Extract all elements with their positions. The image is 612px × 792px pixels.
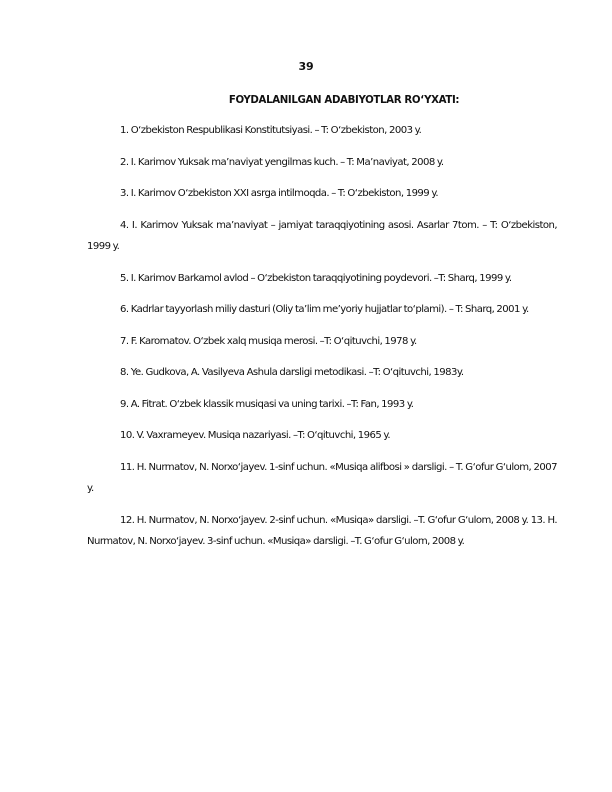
page-number: 39 <box>298 60 314 73</box>
reference-item: 7. F. Karomatov. O‘zbek xalq musiqa merosi. –T: O‘qituvchi, 1978 y. <box>120 335 417 347</box>
reference-item: 9. A. Fitrat. O‘zbek klassik musiqasi va uning tarixi. –T: Fan, 1993 y. <box>120 398 414 410</box>
reference-item: 8. Ye. Gudkova, A. Vasilyeva Ashula darsligi metodikasi. –T: O‘qituvchi, 1983y. <box>120 367 464 378</box>
reference-item: 6. Kadrlar tayyorlash miliy dasturi (Oliy ta’lim me’yoriy hujjatlar to‘plami). – T: Sharq, 2001 y. <box>120 304 529 315</box>
reference-list <box>87 120 557 553</box>
reference-item: 1. O‘zbekiston Respublikasi Konstitutsiyasi. – T: O‘zbekiston, 2003 y. <box>120 125 422 136</box>
reference-item: 4. I. Karimov Yuksak ma’naviyat – jamiyat taraqqiyotining asosi. Asarlar 7tom. – T: O‘zbekiston, 1999 y. <box>87 219 557 252</box>
reference-item: 2. I. Karimov Yuksak ma’naviyat yengilmas kuch. – T: Ma’naviyat, 2008 y. <box>120 156 444 168</box>
reference-item: 12. H. Nurmatov, N. Norxo‘jayev. 2-sinf uchun. «Musiqa» darsligi. –T. G‘ofur G‘ulom, 2008 y. 13. H. Nurmatov, N. Norxo‘jayev. 3-sinf uchun. «Musiqa» darsligi. –T. G‘ofur G‘ulom, 2008 y. <box>87 514 557 547</box>
reference-item: 11. H. Nurmatov, N. Norxo‘jayev. 1-sinf uchun. «Musiqa alifbosi » darsligi. – T. G‘ofur G‘ulom, 2007 y. <box>87 461 557 494</box>
reference-item: 5. I. Karimov Barkamol avlod – O‘zbekiston taraqqiyotining poydevori. –T: Sharq, 1999 y. <box>120 272 512 284</box>
reference-item: 10. V. Vaxrameyev. Musiqa nazariyasi. –T: O‘qituvchi, 1965 y. <box>120 430 391 441</box>
bibliography-heading: FOYDALANILGAN ADABIYOTLAR RO‘YXATI: <box>228 95 460 106</box>
reference-item: 3. I. Karimov O‘zbekiston XXI asrga intilmoqda. – T: O‘zbekiston, 1999 y. <box>120 188 438 199</box>
